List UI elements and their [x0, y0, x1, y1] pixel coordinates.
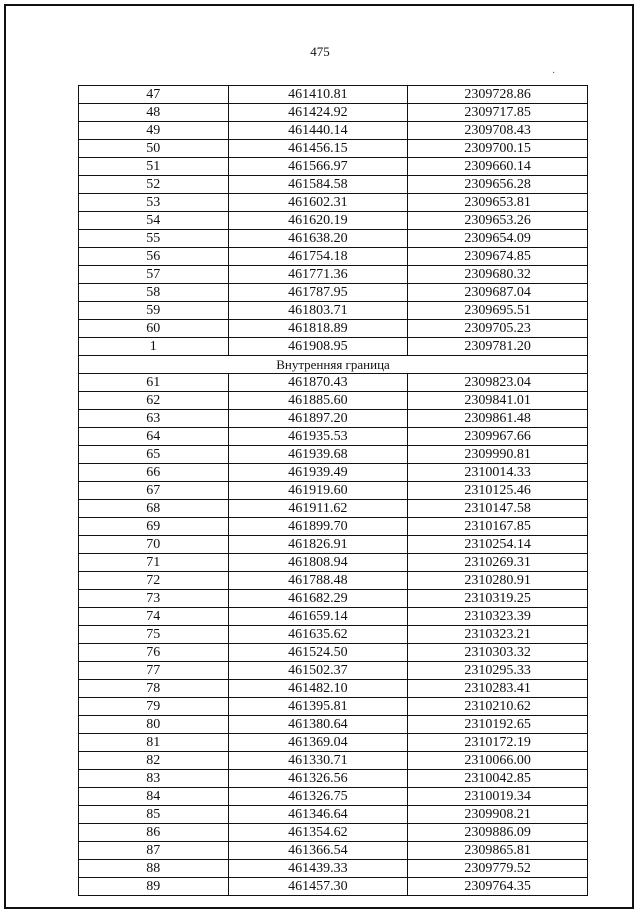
y-coordinate: 2309700.15 [408, 140, 588, 158]
table-row [79, 536, 588, 554]
y-coordinate: 2310125.46 [408, 482, 588, 500]
x-coordinate: 461424.92 [228, 104, 408, 122]
x-coordinate: 461380.64 [228, 716, 408, 734]
y-coordinate: 2309728.86 [408, 86, 588, 104]
y-coordinate: 2310319.25 [408, 590, 588, 608]
table-row [79, 320, 588, 338]
y-coordinate: 2310280.91 [408, 572, 588, 590]
y-coordinate: 2309841.01 [408, 392, 588, 410]
table-row [79, 140, 588, 158]
x-coordinate: 461682.29 [228, 590, 408, 608]
point-number: 49 [79, 122, 229, 140]
table-row [79, 446, 588, 464]
point-number: 74 [79, 608, 229, 626]
x-coordinate: 461584.58 [228, 176, 408, 194]
x-coordinate: 461870.43 [228, 374, 408, 392]
point-number: 83 [79, 770, 229, 788]
table-row [79, 302, 588, 320]
table-row [79, 104, 588, 122]
point-number: 73 [79, 590, 229, 608]
y-coordinate: 2310172.19 [408, 734, 588, 752]
section-title: Внутренняя граница [79, 356, 588, 374]
y-coordinate: 2309886.09 [408, 824, 588, 842]
y-coordinate: 2309990.81 [408, 446, 588, 464]
table-row [79, 374, 588, 392]
y-coordinate: 2309861.48 [408, 410, 588, 428]
table-row [79, 842, 588, 860]
point-number: 62 [79, 392, 229, 410]
point-number: 80 [79, 716, 229, 734]
table-row [79, 392, 588, 410]
point-number: 64 [79, 428, 229, 446]
table-row [79, 122, 588, 140]
table-row [79, 284, 588, 302]
point-number: 57 [79, 266, 229, 284]
y-coordinate: 2310269.31 [408, 554, 588, 572]
point-number: 59 [79, 302, 229, 320]
x-coordinate: 461897.20 [228, 410, 408, 428]
y-coordinate: 2309653.26 [408, 212, 588, 230]
table-row [79, 482, 588, 500]
x-coordinate: 461620.19 [228, 212, 408, 230]
point-number: 48 [79, 104, 229, 122]
point-number: 75 [79, 626, 229, 644]
point-number: 53 [79, 194, 229, 212]
table-row [79, 770, 588, 788]
table-row [79, 428, 588, 446]
point-number: 65 [79, 446, 229, 464]
point-number: 70 [79, 536, 229, 554]
table-row [79, 338, 588, 356]
y-coordinate: 2309967.66 [408, 428, 588, 446]
table-row [79, 554, 588, 572]
y-coordinate: 2309660.14 [408, 158, 588, 176]
x-coordinate: 461354.62 [228, 824, 408, 842]
x-coordinate: 461482.10 [228, 680, 408, 698]
point-number: 63 [79, 410, 229, 428]
x-coordinate: 461818.89 [228, 320, 408, 338]
y-coordinate: 2310042.85 [408, 770, 588, 788]
point-number: 58 [79, 284, 229, 302]
x-coordinate: 461456.15 [228, 140, 408, 158]
y-coordinate: 2309705.23 [408, 320, 588, 338]
table-row [79, 662, 588, 680]
y-coordinate: 2309653.81 [408, 194, 588, 212]
point-number: 78 [79, 680, 229, 698]
y-coordinate: 2309823.04 [408, 374, 588, 392]
x-coordinate: 461524.50 [228, 644, 408, 662]
table-row [79, 230, 588, 248]
table-row [79, 212, 588, 230]
point-number: 54 [79, 212, 229, 230]
x-coordinate: 461908.95 [228, 338, 408, 356]
x-coordinate: 461771.36 [228, 266, 408, 284]
x-coordinate: 461754.18 [228, 248, 408, 266]
table-row [79, 86, 588, 104]
x-coordinate: 461566.97 [228, 158, 408, 176]
point-number: 88 [79, 860, 229, 878]
y-coordinate: 2310303.32 [408, 644, 588, 662]
x-coordinate: 461395.81 [228, 698, 408, 716]
x-coordinate: 461826.91 [228, 536, 408, 554]
table-row [79, 194, 588, 212]
y-coordinate: 2309779.52 [408, 860, 588, 878]
x-coordinate: 461326.56 [228, 770, 408, 788]
inner-boundary-rows [79, 374, 588, 896]
table-row [79, 176, 588, 194]
table-row [79, 806, 588, 824]
page-number: 475 [310, 44, 330, 59]
y-coordinate: 2310254.14 [408, 536, 588, 554]
point-number: 82 [79, 752, 229, 770]
x-coordinate: 461885.60 [228, 392, 408, 410]
x-coordinate: 461939.49 [228, 464, 408, 482]
y-coordinate: 2310167.85 [408, 518, 588, 536]
y-coordinate: 2310295.33 [408, 662, 588, 680]
x-coordinate: 461939.68 [228, 446, 408, 464]
y-coordinate: 2310147.58 [408, 500, 588, 518]
point-number: 1 [79, 338, 229, 356]
y-coordinate: 2310323.21 [408, 626, 588, 644]
x-coordinate: 461410.81 [228, 86, 408, 104]
table-row [79, 248, 588, 266]
x-coordinate: 461440.14 [228, 122, 408, 140]
table-row [79, 518, 588, 536]
x-coordinate: 461787.95 [228, 284, 408, 302]
y-coordinate: 2309764.35 [408, 878, 588, 896]
table-row [79, 680, 588, 698]
y-coordinate: 2310323.39 [408, 608, 588, 626]
x-coordinate: 461899.70 [228, 518, 408, 536]
point-number: 52 [79, 176, 229, 194]
x-coordinate: 461808.94 [228, 554, 408, 572]
point-number: 66 [79, 464, 229, 482]
point-number: 85 [79, 806, 229, 824]
table-row [79, 626, 588, 644]
y-coordinate: 2309708.43 [408, 122, 588, 140]
y-coordinate: 2310066.00 [408, 752, 588, 770]
point-number: 71 [79, 554, 229, 572]
table-row [79, 788, 588, 806]
section-header-body [79, 356, 588, 374]
table-row [79, 716, 588, 734]
y-coordinate: 2309674.85 [408, 248, 588, 266]
point-number: 51 [79, 158, 229, 176]
y-coordinate: 2310019.34 [408, 788, 588, 806]
x-coordinate: 461911.62 [228, 500, 408, 518]
stray-mark: · [552, 68, 556, 79]
y-coordinate: 2309695.51 [408, 302, 588, 320]
table-row [79, 590, 588, 608]
point-number: 68 [79, 500, 229, 518]
y-coordinate: 2310192.65 [408, 716, 588, 734]
x-coordinate: 461366.54 [228, 842, 408, 860]
table-row [79, 572, 588, 590]
x-coordinate: 461803.71 [228, 302, 408, 320]
y-coordinate: 2309908.21 [408, 806, 588, 824]
point-number: 55 [79, 230, 229, 248]
point-number: 87 [79, 842, 229, 860]
y-coordinate: 2309687.04 [408, 284, 588, 302]
point-number: 69 [79, 518, 229, 536]
x-coordinate: 461502.37 [228, 662, 408, 680]
point-number: 77 [79, 662, 229, 680]
x-coordinate: 461919.60 [228, 482, 408, 500]
table-row [79, 410, 588, 428]
x-coordinate: 461659.14 [228, 608, 408, 626]
y-coordinate: 2310210.62 [408, 698, 588, 716]
point-number: 76 [79, 644, 229, 662]
x-coordinate: 461788.48 [228, 572, 408, 590]
table-row [79, 266, 588, 284]
table-row [79, 698, 588, 716]
coordinates-table [78, 85, 588, 896]
x-coordinate: 461346.64 [228, 806, 408, 824]
point-number: 56 [79, 248, 229, 266]
x-coordinate: 461369.04 [228, 734, 408, 752]
point-number: 72 [79, 572, 229, 590]
outer-boundary-rows [79, 86, 588, 356]
y-coordinate: 2310283.41 [408, 680, 588, 698]
x-coordinate: 461602.31 [228, 194, 408, 212]
table-row [79, 860, 588, 878]
x-coordinate: 461457.30 [228, 878, 408, 896]
x-coordinate: 461635.62 [228, 626, 408, 644]
point-number: 61 [79, 374, 229, 392]
table-row [79, 464, 588, 482]
y-coordinate: 2309680.32 [408, 266, 588, 284]
x-coordinate: 461638.20 [228, 230, 408, 248]
point-number: 67 [79, 482, 229, 500]
point-number: 60 [79, 320, 229, 338]
table-row [79, 158, 588, 176]
point-number: 79 [79, 698, 229, 716]
y-coordinate: 2309865.81 [408, 842, 588, 860]
table-row [79, 500, 588, 518]
y-coordinate: 2309781.20 [408, 338, 588, 356]
table-row [79, 752, 588, 770]
x-coordinate: 461439.33 [228, 860, 408, 878]
point-number: 89 [79, 878, 229, 896]
table-row [79, 878, 588, 896]
table-row [79, 608, 588, 626]
x-coordinate: 461326.75 [228, 788, 408, 806]
point-number: 84 [79, 788, 229, 806]
y-coordinate: 2309654.09 [408, 230, 588, 248]
y-coordinate: 2309717.85 [408, 104, 588, 122]
section-header-row [79, 356, 588, 374]
point-number: 81 [79, 734, 229, 752]
table-row [79, 824, 588, 842]
y-coordinate: 2309656.28 [408, 176, 588, 194]
x-coordinate: 461330.71 [228, 752, 408, 770]
point-number: 86 [79, 824, 229, 842]
point-number: 50 [79, 140, 229, 158]
point-number: 47 [79, 86, 229, 104]
x-coordinate: 461935.53 [228, 428, 408, 446]
y-coordinate: 2310014.33 [408, 464, 588, 482]
table-row [79, 644, 588, 662]
table-row [79, 734, 588, 752]
